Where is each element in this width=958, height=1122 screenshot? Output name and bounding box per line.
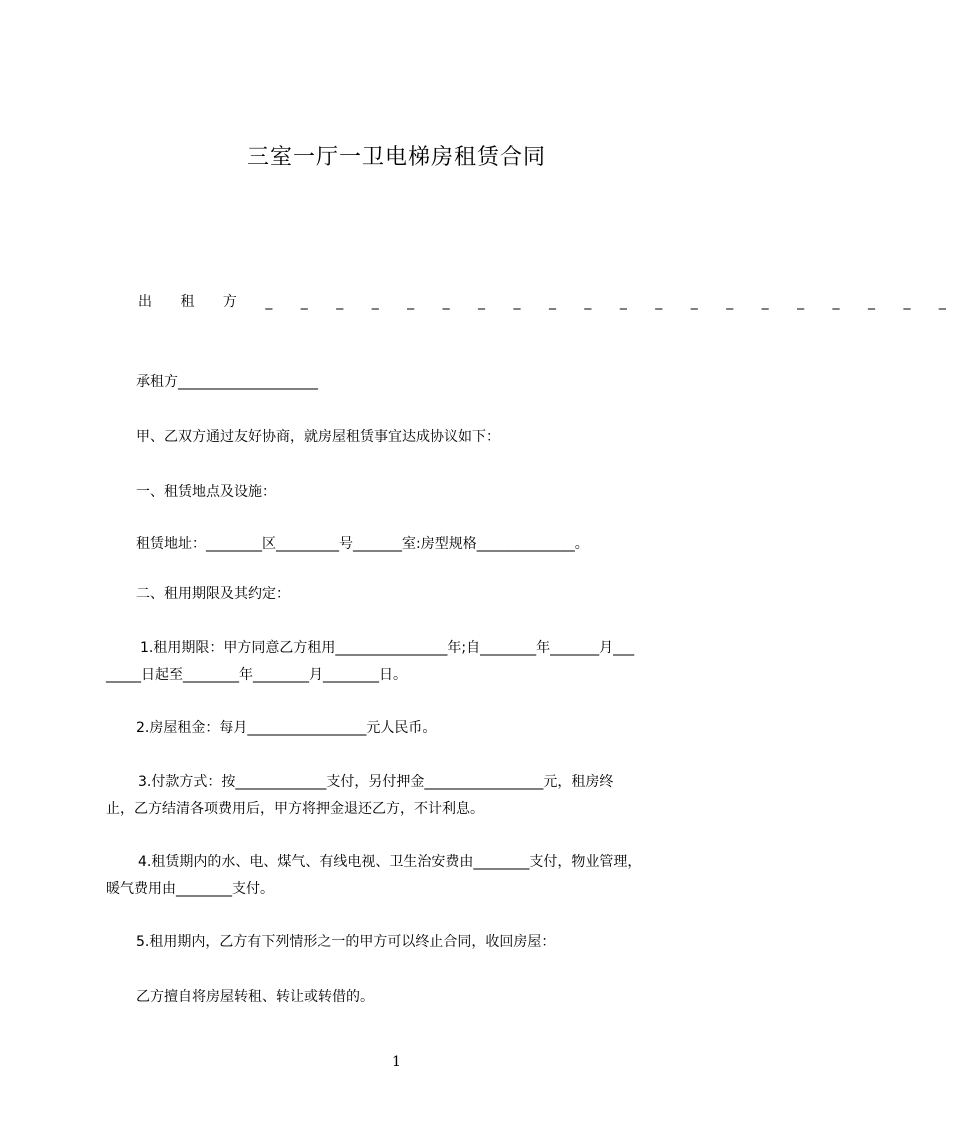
clause-3-line-1: 3.付款方式：按_____________支付，另付押金_________________元，租房终 xyxy=(138,774,614,790)
lessee-line: 承租方____________________ xyxy=(136,374,318,390)
section-2-heading: 二、租用期限及其约定： xyxy=(136,586,290,602)
lessor-line: 出 租 方 _ _ _ _ _ _ _ _ _ _ _ _ _ _ _ _ _ _ _ _ xyxy=(138,294,958,310)
page-number: 1 xyxy=(392,1054,401,1070)
section-1-heading: 一、租赁地点及设施： xyxy=(136,484,276,500)
clause-2: 2.房屋租金：每月_________________元人民币。 xyxy=(136,720,437,736)
clause-1-line-1: 1.租用期限：甲方同意乙方租用________________年;自________年_______月___ xyxy=(140,640,635,656)
intro-paragraph: 甲、乙双方通过友好协商，就房屋租赁事宜达成协议如下： xyxy=(136,429,500,445)
address-line: 租赁地址：________区_________号_______室:房型规格______________。 xyxy=(136,536,589,552)
clause-5-item-1: 乙方擅自将房屋转租、转让或转借的。 xyxy=(136,989,374,1005)
clause-1-line-2: _____日起至________年________月________日。 xyxy=(106,667,407,683)
clause-4-line-1: 4.租赁期内的水、电、煤气、有线电视、卫生治安费由________支付，物业管理， xyxy=(138,854,642,870)
clause-4-line-2: 暖气费用由________支付。 xyxy=(106,881,274,897)
document-title: 三室一厅一卫电梯房租赁合同 xyxy=(246,145,546,170)
clause-3-line-2: 止，乙方结清各项费用后，甲方将押金退还乙方，不计利息。 xyxy=(106,801,484,817)
clause-5: 5.租用期内，乙方有下列情形之一的甲方可以终止合同，收回房屋： xyxy=(136,934,556,950)
